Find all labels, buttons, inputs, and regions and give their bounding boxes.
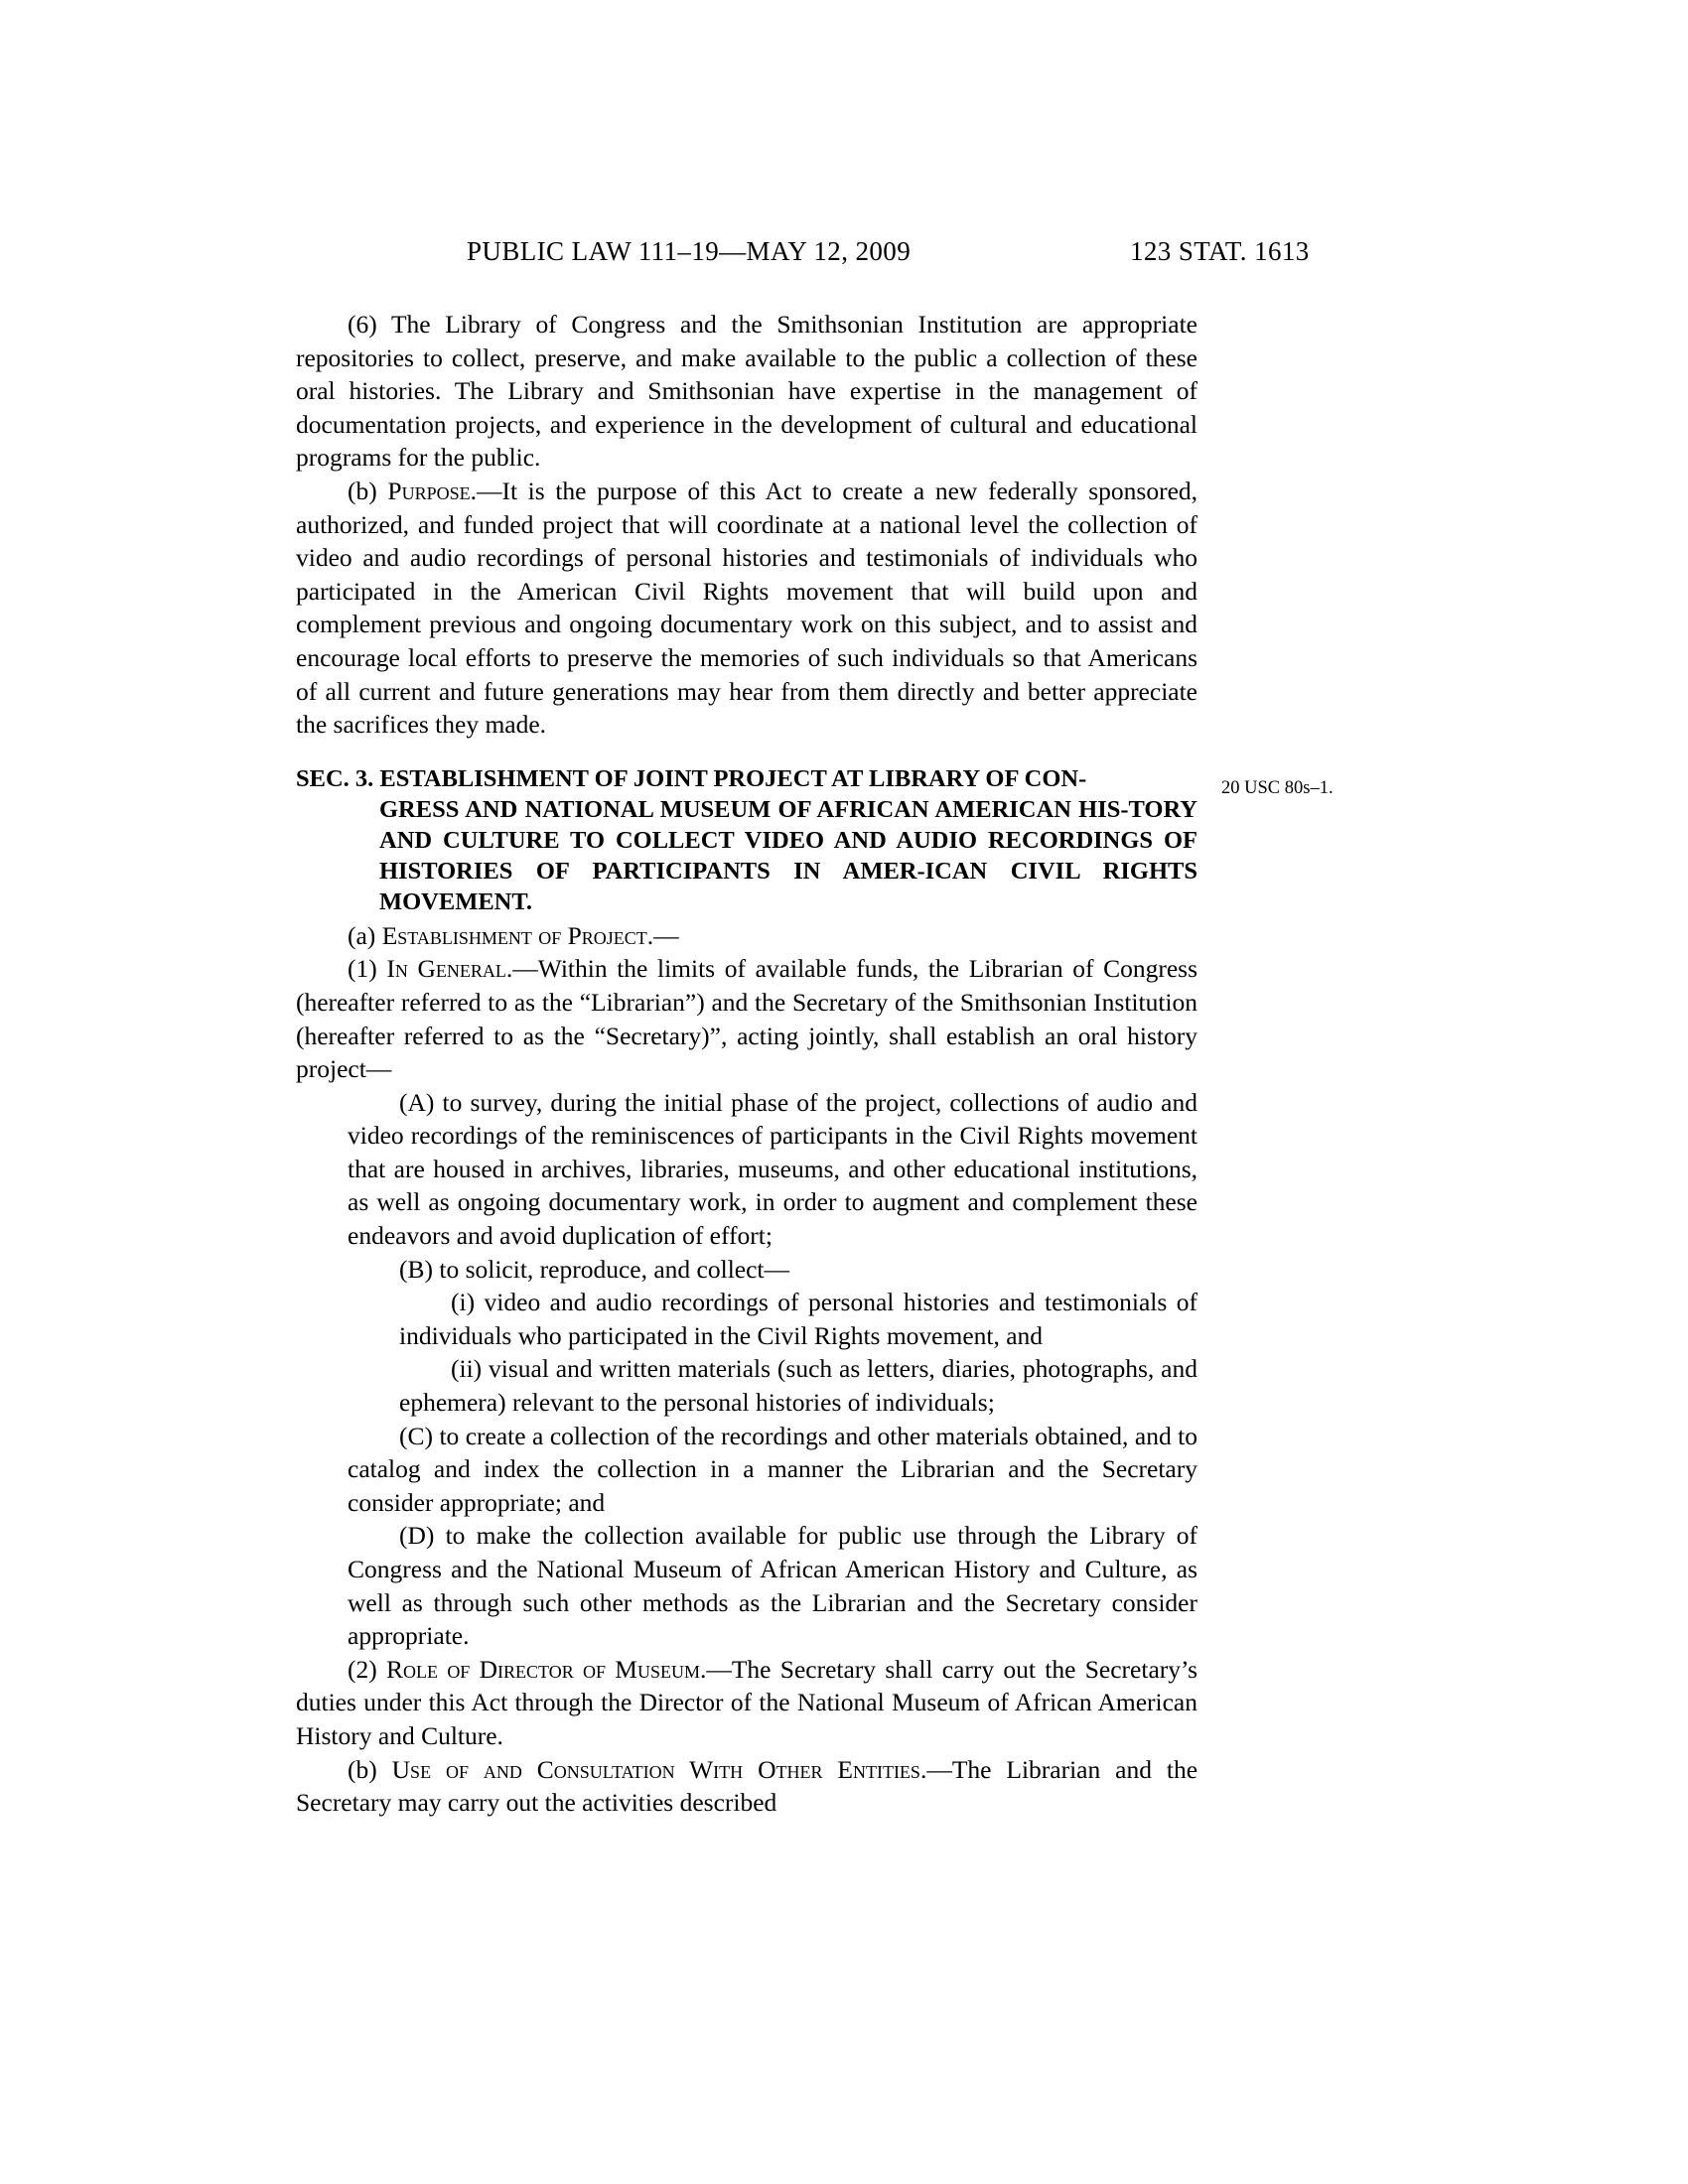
paragraph-b2-text: .—The Librarian and the Secretary may carry out the activities described [296, 1754, 1198, 1818]
subparagraph-C: (C) to create a collection of the recordings and other materials obtained, and to catalog and index the collection in a manner the Librarian and the Secretary consider appropriate; and [348, 1421, 1197, 1517]
paragraph-a-establishment [296, 919, 1197, 953]
paragraph-a1-text: .—Within the limits of available funds, the Librarian of Congress (hereafter referred to as the “Librarian”) and the Secretary of the Smithsonian Institution (hereafter referred to as the “Secretary)”, acting jointly, shall establish an oral history project— [296, 954, 1197, 1084]
paragraph-a-label: (a) [348, 920, 382, 950]
clause-B-i: (i) video and audio recordings of personal histories and testimonials of individuals who participated in the Civil Rights movement, and [399, 1288, 1197, 1350]
paragraph-b-purpose [296, 475, 1197, 742]
paragraph-b2-label: (b) [348, 1754, 392, 1784]
paragraph-b-text: .—It is the purpose of this Act to create a new federally sponsored, authorized, and funded project that will coordinate at a national level the collection of video and audio recordings of personal histories and testimonials of individuals who participated in the American Civil Rights movement that will build upon and complement previous and ongoing documentary work on this subject, and to assist and encourage local efforts to preserve the memories of such individuals so that Americans of all current and future generations may hear from them directly and better appreciate the sacrifices they made. [296, 476, 1198, 740]
subparagraph-B: (B) to solicit, reproduce, and collect— [399, 1254, 789, 1284]
section-heading [296, 763, 1197, 917]
paragraph-a2-label: (2) [348, 1654, 387, 1684]
paragraph-a2-caption: Role of Director of Museum [386, 1654, 700, 1684]
paragraph-b-label: (b) [348, 476, 388, 505]
paragraph-a2-role-of-director [296, 1653, 1197, 1753]
paragraph-6: (6) The Library of Congress and the Smithsonian Institution are appropriate repositories to collect, preserve, and make available to the public a collection of these oral histories. The Library and Smithsonian have expertise in the management of documentation projects, and experience in the development of cultural and educational programs for the public. [296, 310, 1197, 473]
paragraph-a-text: .— [646, 920, 679, 950]
margin-note-usc-citation: 20 USC 80s–1. [1221, 778, 1334, 798]
paragraph-a1-in-general [296, 952, 1197, 1085]
section-heading-continuation: GRESS AND NATIONAL MUSEUM OF AFRICAN AMERICAN HIS-TORY AND CULTURE TO COLLECT VIDEO AND AUDIO RECORDINGS OF HISTORIES OF PARTICIPANTS IN AMER-ICAN CIVIL RIGHTS MOVEMENT. [379, 795, 1197, 915]
paragraph-a1-label: (1) [348, 954, 387, 984]
paragraph-b-use-and-consultation [296, 1753, 1197, 1820]
paragraph-a1-caption: In General [386, 954, 506, 984]
paragraph-a-caption: Establishment of Project [381, 920, 647, 950]
paragraph-b-caption: Purpose [387, 476, 471, 505]
paragraph-b2-caption: Use of and Consultation With Other Entities [391, 1754, 920, 1784]
running-head [0, 236, 1688, 272]
body-column [296, 308, 1197, 1820]
running-head-right: 123 STAT. 1613 [1130, 236, 1310, 266]
paragraph-a2-text: .—The Secretary shall carry out the Secretary’s duties under this Act through the Director of the National Museum of African American History and Culture. [296, 1654, 1198, 1750]
clause-B-ii: (ii) visual and written materials (such as letters, diaries, photographs, and ephemera) relevant to the personal histories of individuals; [399, 1354, 1197, 1418]
subparagraph-D: (D) to make the collection available for public use through the Library of Congress and the National Museum of African American History and Culture, as well as through such other methods as the Librarian and the Secretary consider appropriate. [348, 1521, 1197, 1651]
running-head-left: PUBLIC LAW 111–19—MAY 12, 2009 [467, 236, 912, 266]
section-heading-line-1: SEC. 3. ESTABLISHMENT OF JOINT PROJECT AT LIBRARY OF CON- [296, 764, 1087, 792]
subparagraph-A: (A) to survey, during the initial phase of the project, collections of audio and video recordings of the reminiscences of participants in the Civil Rights movement that are housed in archives, libraries, museums, and other educational institutions, as well as ongoing documentary work, in order to augment and complement these endeavors and avoid duplication of effort; [348, 1087, 1197, 1251]
